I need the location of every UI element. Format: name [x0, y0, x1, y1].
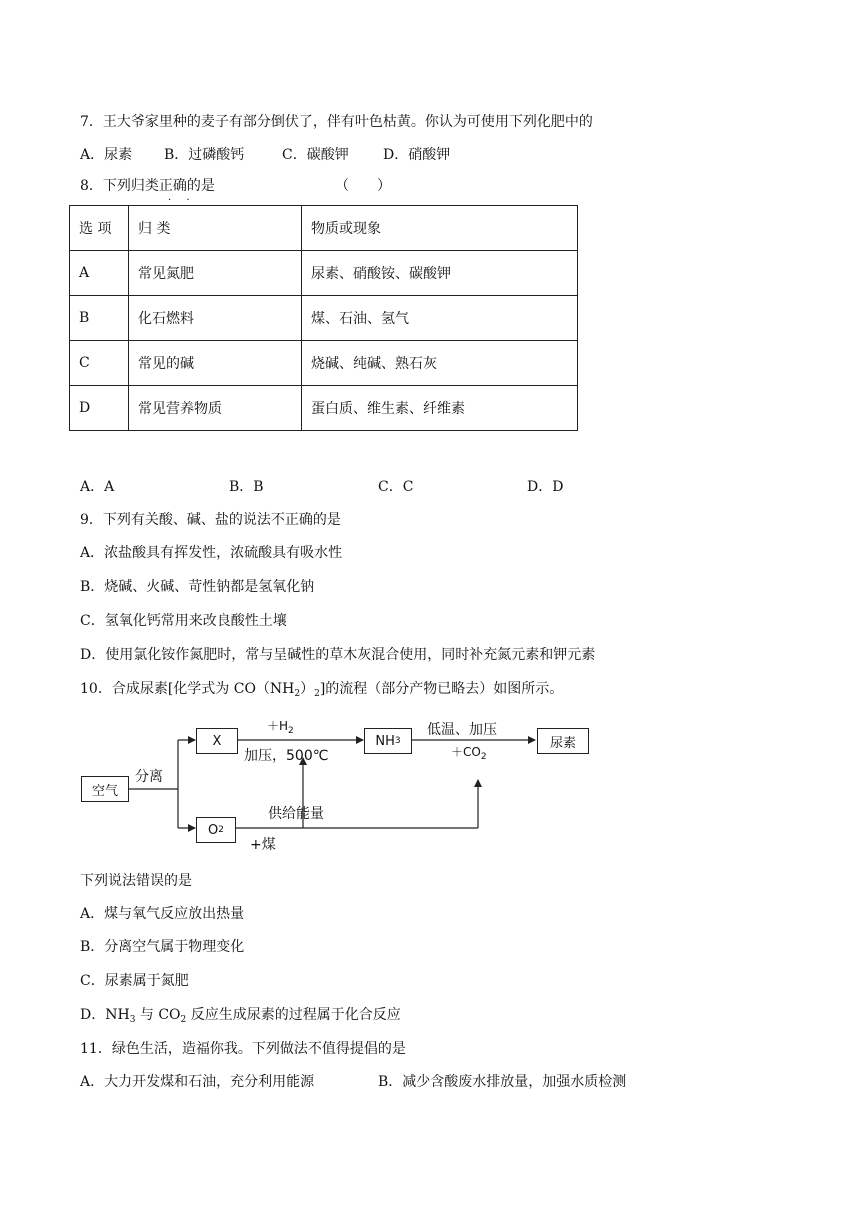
condition-label-1: 加压，500℃: [244, 748, 329, 764]
q8-option-a: A．A: [80, 479, 115, 495]
q9-option-d: D．使用氯化铵作氮肥时，常与呈碱性的草木灰混合使用，同时补充氮元素和钾元素: [80, 647, 596, 663]
x-box: X: [196, 728, 238, 754]
table-header-cell: 选 项: [70, 206, 129, 251]
q9-option-b: B．烧碱、火碱、苛性钠都是氢氧化钠: [80, 579, 315, 595]
q8-option-c: C．C: [378, 479, 414, 495]
urea-box: 尿素: [537, 728, 589, 754]
table-cell: D: [70, 386, 129, 431]
q11-option-a: A．大力开发煤和石油，充分利用能源: [80, 1074, 315, 1090]
q10-option-d: D．$NH_3$ 与 $CO_2$ 反应生成尿素的过程属于化合反应: [80, 1007, 401, 1025]
energy-label: 供给能量: [268, 806, 324, 822]
q10-option-a: A．煤与氧气反应放出热量: [80, 906, 245, 922]
condition-label-2: 低温、加压: [427, 722, 497, 738]
table-cell: 化石燃料: [129, 296, 302, 341]
q11-option-b: B．减少含酸废水排放量，加强水质检测: [378, 1074, 627, 1090]
table-cell: 常见营养物质: [129, 386, 302, 431]
table-cell: 常见氮肥: [129, 251, 302, 296]
table-cell: A: [70, 251, 129, 296]
table-cell: 烧碱、纯碱、熟石灰: [302, 341, 578, 386]
q8-option-b: B．B: [229, 479, 264, 495]
emphasis-dots: · ·: [168, 195, 196, 206]
q10-option-b: B．分离空气属于物理变化: [80, 939, 245, 955]
co2-label: $+CO_2$: [451, 745, 487, 762]
nh3-box: NH 3: [364, 728, 412, 754]
q11-stem: 11．绿色生活，造福你我。下列做法不值得提倡的是: [80, 1041, 406, 1057]
table-cell: 尿素、硝酸铵、碳酸钾: [302, 251, 578, 296]
q10-stem: 10．合成尿素[化学式为 $CO(NH_2)_2$]的流程（部分产物已略去）如图所示。: [80, 681, 564, 699]
q9-option-a: A．浓盐酸具有挥发性，浓硫酸具有吸水性: [80, 545, 343, 561]
flowchart-lines: [75, 712, 605, 860]
table-row: [70, 296, 578, 341]
q10-option-c: C．尿素属于氮肥: [80, 973, 189, 989]
table-header-cell: 物质或现象: [302, 206, 578, 251]
q7-stem: 7．王大爷家里种的麦子有部分倒伏了，伴有叶色枯黄。你认为可使用下列化肥中的: [80, 114, 593, 130]
table-cell: B: [70, 296, 129, 341]
q8-stem: 8．下列归类正确的是: [80, 178, 215, 194]
table-header-row: [70, 206, 578, 251]
table-header-cell: 归 类: [129, 206, 302, 251]
air-box: 空气: [81, 776, 129, 802]
table-cell: 常见的碱: [129, 341, 302, 386]
table-row: [70, 251, 578, 296]
urea-synthesis-flowchart: [75, 712, 605, 860]
q7-option-d: D．硝酸钾: [383, 147, 451, 163]
table-row: [70, 341, 578, 386]
q8-option-d: D．D: [527, 479, 564, 495]
table-row: [70, 386, 578, 431]
classification-table: [69, 205, 578, 431]
q9-option-c: C．氢氧化钙常用来改良酸性土壤: [80, 613, 287, 629]
separate-label: 分离: [135, 769, 163, 785]
h2-label: $+H_2$: [267, 719, 294, 736]
table-cell: 煤、石油、氢气: [302, 296, 578, 341]
coal-label: +煤: [250, 837, 276, 853]
o2-box: O 2: [196, 817, 236, 843]
q8-answer-blank: （ ）: [335, 178, 391, 194]
table-cell: C: [70, 341, 129, 386]
q10-prompt: 下列说法错误的是: [80, 873, 192, 889]
q7-option-a: A．尿素: [80, 147, 133, 163]
q9-stem: 9．下列有关酸、碱、盐的说法不正确的是: [80, 512, 341, 528]
table-cell: 蛋白质、维生素、纤维素: [302, 386, 578, 431]
q7-option-b: B．过磷酸钙: [164, 147, 245, 163]
q7-option-c: C．碳酸钾: [282, 147, 349, 163]
